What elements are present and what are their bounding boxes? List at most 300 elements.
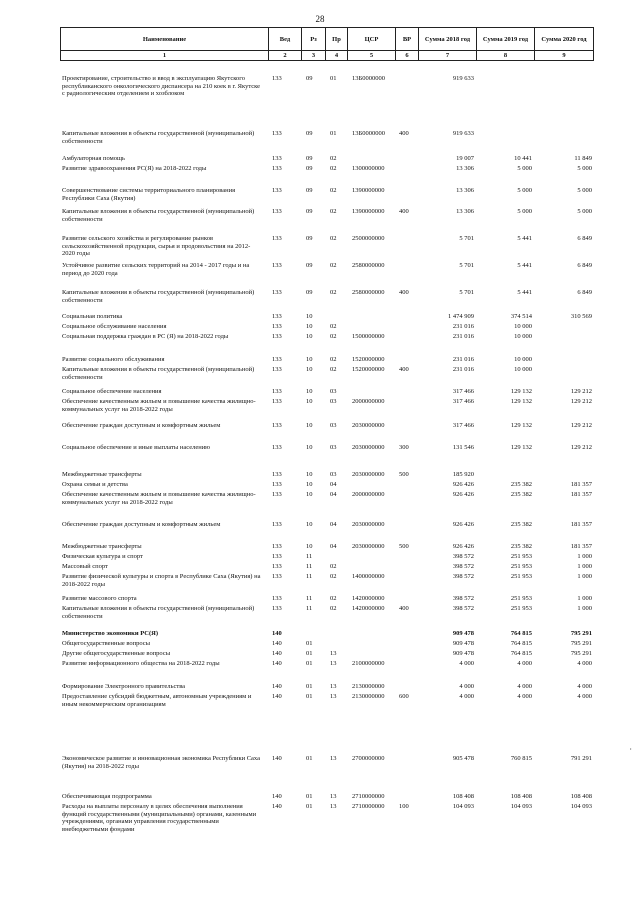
cell-s2: 5 000 — [517, 165, 532, 172]
cell-s2: 235 382 — [510, 491, 532, 498]
cell-rz: 01 — [306, 755, 313, 762]
cell-s2: 235 382 — [510, 543, 532, 550]
cell-s2: 10 441 — [514, 155, 532, 162]
cell-name: Капитальные вложения в объекты государственной (муниципальной) собственности — [62, 605, 255, 620]
cell-name: Министерство экономики РС(Я) — [62, 630, 159, 637]
cell-pr: 04 — [330, 481, 337, 488]
cell-name: Развитие здравоохранения РС(Я) на 2018-2022 годы — [62, 165, 207, 172]
cell-pr: 02 — [330, 563, 337, 570]
cell-s1: 231 016 — [452, 366, 474, 373]
cell-rz: 10 — [306, 521, 313, 528]
cell-s2: 129 132 — [510, 444, 532, 451]
cell-s2: 10 000 — [514, 323, 532, 330]
cell-name: Развитие физической культуры и спорта в Республике Саха (Якутия) на 2018-2022 годы — [62, 573, 261, 588]
header-sum-2020: Сумма 2020 год — [535, 28, 594, 51]
header-num-3: 3 — [302, 51, 326, 61]
cell-csr: 2130000000 — [352, 683, 385, 690]
cell-pr: 01 — [330, 75, 337, 82]
cell-pr: 02 — [330, 356, 337, 363]
cell-name: Развитие информационного общества на 2018-2022 годы — [62, 660, 220, 667]
cell-s2: 129 132 — [510, 398, 532, 405]
cell-csr: 1420000000 — [352, 605, 385, 612]
cell-s3: 795 291 — [570, 630, 592, 637]
cell-csr: 1400000000 — [352, 573, 385, 580]
cell-s3: 1 000 — [577, 563, 592, 570]
cell-name: Капитальные вложения в объекты государственной (муниципальной) собственности — [62, 130, 255, 145]
cell-s2: 251 953 — [510, 573, 532, 580]
cell-s2: 104 093 — [510, 803, 532, 810]
cell-name: Капитальные вложения в объекты государственной (муниципальной) собственности — [62, 208, 255, 223]
cell-rz: 01 — [306, 640, 313, 647]
cell-rz: 09 — [306, 208, 313, 215]
cell-csr: 1300000000 — [352, 165, 385, 172]
cell-ved: 133 — [272, 262, 282, 269]
cell-name: Формирование Электронного правительства — [62, 683, 186, 690]
cell-rz: 01 — [306, 803, 313, 810]
cell-rz: 10 — [306, 388, 313, 395]
cell-vr: 400 — [399, 130, 409, 137]
header-vr: ВР — [396, 28, 419, 51]
cell-s1: 398 572 — [452, 595, 474, 602]
header-num-8: 8 — [477, 51, 535, 61]
cell-csr: 13Б0000000 — [352, 75, 385, 82]
cell-name: Экономическое развитие и инновационная экономика Республики Саха (Якутия) на 2018-2022 годы — [62, 755, 260, 770]
cell-rz: 10 — [306, 543, 313, 550]
cell-name: Межбюджетные трансферты — [62, 471, 142, 478]
cell-rz: 09 — [306, 130, 313, 137]
cell-rz: 11 — [306, 573, 313, 580]
cell-pr: 13 — [330, 803, 337, 810]
cell-vr: 100 — [399, 803, 409, 810]
cell-s1: 398 572 — [452, 553, 474, 560]
cell-rz: 09 — [306, 75, 313, 82]
cell-rz: 09 — [306, 187, 313, 194]
header-num-7: 7 — [419, 51, 477, 61]
cell-pr: 13 — [330, 793, 337, 800]
cell-s2: 764 815 — [510, 640, 532, 647]
cell-ved: 133 — [272, 481, 282, 488]
cell-s1: 104 093 — [452, 803, 474, 810]
cell-csr: 2100000000 — [352, 660, 385, 667]
cell-name: Развитие массового спорта — [62, 595, 137, 602]
cell-s1: 317 466 — [452, 398, 474, 405]
cell-s3: 1 000 — [577, 573, 592, 580]
cell-name: Обеспечение граждан доступным и комфортным жильем — [62, 422, 221, 429]
cell-vr: 500 — [399, 543, 409, 550]
cell-vr: 400 — [399, 289, 409, 296]
cell-ved: 133 — [272, 366, 282, 373]
cell-s3: 5 000 — [577, 187, 592, 194]
cell-ved: 140 — [272, 793, 282, 800]
cell-ved: 133 — [272, 605, 282, 612]
cell-s2: 251 953 — [510, 595, 532, 602]
cell-s1: 317 466 — [452, 388, 474, 395]
cell-s3: 5 000 — [577, 208, 592, 215]
page-number: 28 — [315, 14, 325, 24]
cell-s2: 10 000 — [514, 356, 532, 363]
cell-s3: 4 000 — [577, 683, 592, 690]
cell-ved: 140 — [272, 650, 282, 657]
cell-s2: 129 132 — [510, 422, 532, 429]
cell-ved: 140 — [272, 660, 282, 667]
cell-name: Капитальные вложения в объекты государственной (муниципальной) собственности — [62, 366, 255, 381]
header-sum-2019: Сумма 2019 год — [477, 28, 535, 51]
cell-csr: 2030000000 — [352, 422, 385, 429]
cell-ved: 133 — [272, 75, 282, 82]
cell-s3: 181 357 — [570, 521, 592, 528]
cell-s2: 235 382 — [510, 481, 532, 488]
cell-s3: 129 212 — [570, 444, 592, 451]
cell-name: Проектирование, строительство и ввод в эксплуатацию Якутского республиканского онкологического диспансера на 210 коек в г. Якутске с радиологическим отделением и хозблоком — [62, 75, 260, 97]
cell-pr: 02 — [330, 605, 337, 612]
cell-ved: 133 — [272, 491, 282, 498]
cell-s3: 1 000 — [577, 553, 592, 560]
cell-s1: 926 426 — [452, 521, 474, 528]
header-num-1: 1 — [61, 51, 269, 61]
cell-pr: 02 — [330, 165, 337, 172]
cell-s1: 926 426 — [452, 481, 474, 488]
cell-rz: 01 — [306, 660, 313, 667]
cell-s2: 251 953 — [510, 563, 532, 570]
cell-s2: 5 441 — [517, 289, 532, 296]
cell-pr: 03 — [330, 398, 337, 405]
cell-pr: 01 — [330, 130, 337, 137]
cell-rz: 11 — [306, 553, 313, 560]
cell-rz: 10 — [306, 481, 313, 488]
cell-s3: 6 849 — [577, 289, 592, 296]
cell-s3: 6 849 — [577, 262, 592, 269]
cell-s1: 131 546 — [452, 444, 474, 451]
cell-name: Охрана семьи и детства — [62, 481, 128, 488]
cell-csr: 1420000000 — [352, 595, 385, 602]
cell-s2: 4 000 — [517, 683, 532, 690]
cell-csr: 2030000000 — [352, 471, 385, 478]
cell-pr: 13 — [330, 660, 337, 667]
cell-name: Общегосударственные вопросы — [62, 640, 151, 647]
cell-s3: 1 000 — [577, 595, 592, 602]
cell-csr: 2030000000 — [352, 543, 385, 550]
cell-csr: 2700000000 — [352, 755, 385, 762]
cell-csr: 1500000000 — [352, 333, 385, 340]
cell-name: Обеспечивающая подпрограмма — [62, 793, 152, 800]
cell-s1: 317 466 — [452, 422, 474, 429]
cell-s2: 5 000 — [517, 187, 532, 194]
cell-name: Другие общегосударственные вопросы — [62, 650, 171, 657]
cell-pr: 02 — [330, 187, 337, 194]
cell-vr: 400 — [399, 208, 409, 215]
header-sum-2018: Сумма 2018 год — [419, 28, 477, 51]
cell-ved: 140 — [272, 640, 282, 647]
cell-rz: 10 — [306, 491, 313, 498]
cell-csr: 2580000000 — [352, 289, 385, 296]
cell-s1: 5 701 — [459, 235, 474, 242]
cell-s2: 5 441 — [517, 262, 532, 269]
cell-rz: 09 — [306, 155, 313, 162]
cell-ved: 140 — [272, 683, 282, 690]
cell-pr: 02 — [330, 573, 337, 580]
cell-rz: 10 — [306, 313, 313, 320]
cell-s2: 108 408 — [510, 793, 532, 800]
cell-name: Массовый спорт — [62, 563, 108, 570]
cell-s2: 251 953 — [510, 553, 532, 560]
cell-s3: 310 569 — [570, 313, 592, 320]
cell-s1: 398 572 — [452, 605, 474, 612]
cell-s3: 108 408 — [570, 793, 592, 800]
cell-pr: 02 — [330, 235, 337, 242]
cell-rz: 10 — [306, 333, 313, 340]
cell-ved: 133 — [272, 563, 282, 570]
cell-s2: 5 000 — [517, 208, 532, 215]
cell-ved: 133 — [272, 313, 282, 320]
header-num-2: 2 — [269, 51, 302, 61]
cell-s2: 374 514 — [510, 313, 532, 320]
cell-name: Обеспечение качественным жильем и повышение качества жилищно-коммунальных услуг на 2018-2022 годы — [62, 491, 256, 506]
cell-rz: 11 — [306, 563, 313, 570]
cell-ved: 133 — [272, 398, 282, 405]
cell-csr: 2580000000 — [352, 262, 385, 269]
cell-s3: 104 093 — [570, 803, 592, 810]
cell-ved: 140 — [272, 803, 282, 810]
cell-pr: 13 — [330, 650, 337, 657]
cell-pr: 02 — [330, 155, 337, 162]
cell-s1: 919 633 — [452, 130, 474, 137]
cell-rz: 09 — [306, 262, 313, 269]
cell-name: Развитие социального обслуживания — [62, 356, 165, 363]
cell-name: Совершенствование системы территориального планирования Республики Саха (Якутия) — [62, 187, 236, 202]
cell-csr: 2000000000 — [352, 398, 385, 405]
cell-pr: 04 — [330, 543, 337, 550]
cell-name: Амбулаторная помощь — [62, 155, 125, 162]
cell-pr: 13 — [330, 693, 337, 700]
cell-s3: 5 000 — [577, 165, 592, 172]
cell-ved: 133 — [272, 289, 282, 296]
cell-rz: 09 — [306, 235, 313, 242]
cell-rz: 11 — [306, 595, 313, 602]
table-header — [60, 27, 594, 61]
cell-s2: 5 441 — [517, 235, 532, 242]
cell-rz: 10 — [306, 422, 313, 429]
cell-csr: 2710000000 — [352, 803, 385, 810]
cell-ved: 133 — [272, 573, 282, 580]
cell-csr: 13Б0000000 — [352, 130, 385, 137]
header-rz: Рз — [302, 28, 326, 51]
cell-ved: 140 — [272, 755, 282, 762]
cell-s1: 108 408 — [452, 793, 474, 800]
header-num-4: 4 — [326, 51, 348, 61]
cell-s1: 905 478 — [452, 755, 474, 762]
cell-pr: 02 — [330, 208, 337, 215]
cell-s1: 398 572 — [452, 573, 474, 580]
cell-s3: 4 000 — [577, 660, 592, 667]
cell-csr: 2000000000 — [352, 491, 385, 498]
header-ved: Вед — [269, 28, 302, 51]
cell-name: Социальное обеспечение и иные выплаты населению — [62, 444, 211, 451]
cell-rz: 10 — [306, 471, 313, 478]
cell-s1: 13 306 — [456, 208, 474, 215]
cell-csr: 1390000000 — [352, 187, 385, 194]
cell-s2: 235 382 — [510, 521, 532, 528]
cell-rz: 10 — [306, 356, 313, 363]
cell-rz: 10 — [306, 398, 313, 405]
cell-ved: 133 — [272, 553, 282, 560]
cell-s3: 6 849 — [577, 235, 592, 242]
cell-ved: 133 — [272, 235, 282, 242]
cell-s3: 181 357 — [570, 543, 592, 550]
cell-csr: 2030000000 — [352, 444, 385, 451]
header-csr: ЦСР — [348, 28, 396, 51]
cell-rz: 10 — [306, 444, 313, 451]
cell-pr: 02 — [330, 595, 337, 602]
cell-s2: 760 815 — [510, 755, 532, 762]
cell-vr: 400 — [399, 366, 409, 373]
cell-s2: 764 815 — [510, 630, 532, 637]
cell-s1: 919 633 — [452, 75, 474, 82]
cell-s2: 4 000 — [517, 660, 532, 667]
cell-name: Социальное обеспечение населения — [62, 388, 162, 395]
cell-vr: 600 — [399, 693, 409, 700]
cell-name: Межбюджетные трансферты — [62, 543, 142, 550]
cell-s1: 926 426 — [452, 543, 474, 550]
cell-vr: 500 — [399, 471, 409, 478]
cell-csr: 2030000000 — [352, 521, 385, 528]
cell-s1: 4 000 — [459, 683, 474, 690]
cell-rz: 11 — [306, 605, 313, 612]
cell-s3: 795 291 — [570, 640, 592, 647]
cell-s2: 4 000 — [517, 693, 532, 700]
cell-s2: 764 815 — [510, 650, 532, 657]
cell-rz: 09 — [306, 165, 313, 172]
cell-s3: 181 357 — [570, 491, 592, 498]
cell-rz: 01 — [306, 693, 313, 700]
cell-pr: 03 — [330, 422, 337, 429]
cell-pr: 02 — [330, 262, 337, 269]
cell-ved: 140 — [272, 693, 282, 700]
cell-s1: 185 920 — [452, 471, 474, 478]
cell-s2: 10 000 — [514, 366, 532, 373]
cell-ved: 133 — [272, 187, 282, 194]
cell-s1: 4 000 — [459, 693, 474, 700]
cell-vr: 300 — [399, 444, 409, 451]
cell-ved: 133 — [272, 333, 282, 340]
cell-pr: 02 — [330, 323, 337, 330]
cell-name: Расходы на выплаты персоналу в целях обеспечения выполнения функций государственными (муниципальными) органами, казенными учреждениями, органами управления государственными внебюджетными фондами — [62, 803, 257, 833]
cell-ved: 133 — [272, 444, 282, 451]
cell-s3: 181 357 — [570, 481, 592, 488]
cell-pr: 02 — [330, 333, 337, 340]
cell-csr: 1520000000 — [352, 366, 385, 373]
cell-rz: 10 — [306, 323, 313, 330]
cell-name: Физическая культура и спорт — [62, 553, 143, 560]
cell-pr: 04 — [330, 521, 337, 528]
cell-s1: 19 007 — [456, 155, 474, 162]
cell-pr: 02 — [330, 366, 337, 373]
cell-s1: 5 701 — [459, 262, 474, 269]
cell-name: Устойчивое развитие сельских территорий на 2014 - 2017 годы и на период до 2020 года — [62, 262, 250, 277]
cell-s3: 129 212 — [570, 388, 592, 395]
cell-name: Развитие сельского хозяйства и регулирование рынков сельскохозяйственной продукции, сырья и продовольствия на 2012-2020 годы — [62, 235, 251, 257]
cell-ved: 133 — [272, 165, 282, 172]
cell-rz: 09 — [306, 289, 313, 296]
cell-s1: 909 478 — [452, 650, 474, 657]
cell-s3: 791 291 — [570, 755, 592, 762]
edge-mark: · — [629, 745, 632, 754]
cell-pr: 03 — [330, 444, 337, 451]
cell-name: Обеспечение граждан доступным и комфортным жильем — [62, 521, 221, 528]
cell-s3: 795 291 — [570, 650, 592, 657]
cell-ved: 133 — [272, 388, 282, 395]
cell-csr: 1390000000 — [352, 208, 385, 215]
cell-s1: 909 478 — [452, 640, 474, 647]
cell-s2: 10 000 — [514, 333, 532, 340]
cell-csr: 1520000000 — [352, 356, 385, 363]
cell-name: Социальная поддержка граждан в РС (Я) на 2018-2022 годы — [62, 333, 229, 340]
cell-ved: 133 — [272, 323, 282, 330]
cell-rz: 01 — [306, 683, 313, 690]
cell-s1: 909 478 — [452, 630, 474, 637]
cell-ved: 133 — [272, 208, 282, 215]
header-num-9: 9 — [535, 51, 594, 61]
cell-s1: 926 426 — [452, 491, 474, 498]
header-pr: Пр — [326, 28, 348, 51]
cell-rz: 10 — [306, 366, 313, 373]
cell-rz: 01 — [306, 650, 313, 657]
header-num-5: 5 — [348, 51, 396, 61]
cell-pr: 02 — [330, 289, 337, 296]
cell-s1: 398 572 — [452, 563, 474, 570]
cell-pr: 04 — [330, 491, 337, 498]
header-num-6: 6 — [396, 51, 419, 61]
cell-s3: 1 000 — [577, 605, 592, 612]
cell-name: Обеспечение качественным жильем и повышение качества жилищно-коммунальных услуг на 2018-2022 годы — [62, 398, 256, 413]
cell-pr: 03 — [330, 471, 337, 478]
cell-ved: 133 — [272, 422, 282, 429]
cell-rz: 01 — [306, 793, 313, 800]
header-name: Наименование — [61, 28, 269, 51]
cell-s1: 231 016 — [452, 333, 474, 340]
cell-csr: 2130000000 — [352, 693, 385, 700]
cell-ved: 133 — [272, 543, 282, 550]
cell-ved: 133 — [272, 521, 282, 528]
cell-ved: 133 — [272, 471, 282, 478]
cell-s1: 13 306 — [456, 187, 474, 194]
cell-name: Социальная политика — [62, 313, 123, 320]
cell-s3: 129 212 — [570, 422, 592, 429]
cell-s2: 251 953 — [510, 605, 532, 612]
cell-ved: 133 — [272, 595, 282, 602]
cell-s1: 1 474 909 — [448, 313, 474, 320]
cell-name: Капитальные вложения в объекты государственной (муниципальной) собственности — [62, 289, 255, 304]
cell-s3: 129 212 — [570, 398, 592, 405]
cell-pr: 13 — [330, 755, 337, 762]
cell-ved: 133 — [272, 130, 282, 137]
cell-csr: 2710000000 — [352, 793, 385, 800]
cell-ved: 133 — [272, 155, 282, 162]
cell-s1: 13 306 — [456, 165, 474, 172]
cell-csr: 2500000000 — [352, 235, 385, 242]
cell-pr: 13 — [330, 683, 337, 690]
cell-s3: 11 849 — [574, 155, 592, 162]
cell-s3: 4 000 — [577, 693, 592, 700]
cell-s1: 4 000 — [459, 660, 474, 667]
cell-vr: 400 — [399, 605, 409, 612]
cell-ved: 133 — [272, 356, 282, 363]
cell-s1: 231 016 — [452, 323, 474, 330]
cell-ved: 140 — [272, 630, 282, 637]
cell-s1: 231 016 — [452, 356, 474, 363]
cell-s2: 129 132 — [510, 388, 532, 395]
cell-name: Предоставление субсидий бюджетным, автономным учреждениям и иным некоммерческим организациям — [62, 693, 252, 708]
cell-s1: 5 701 — [459, 289, 474, 296]
